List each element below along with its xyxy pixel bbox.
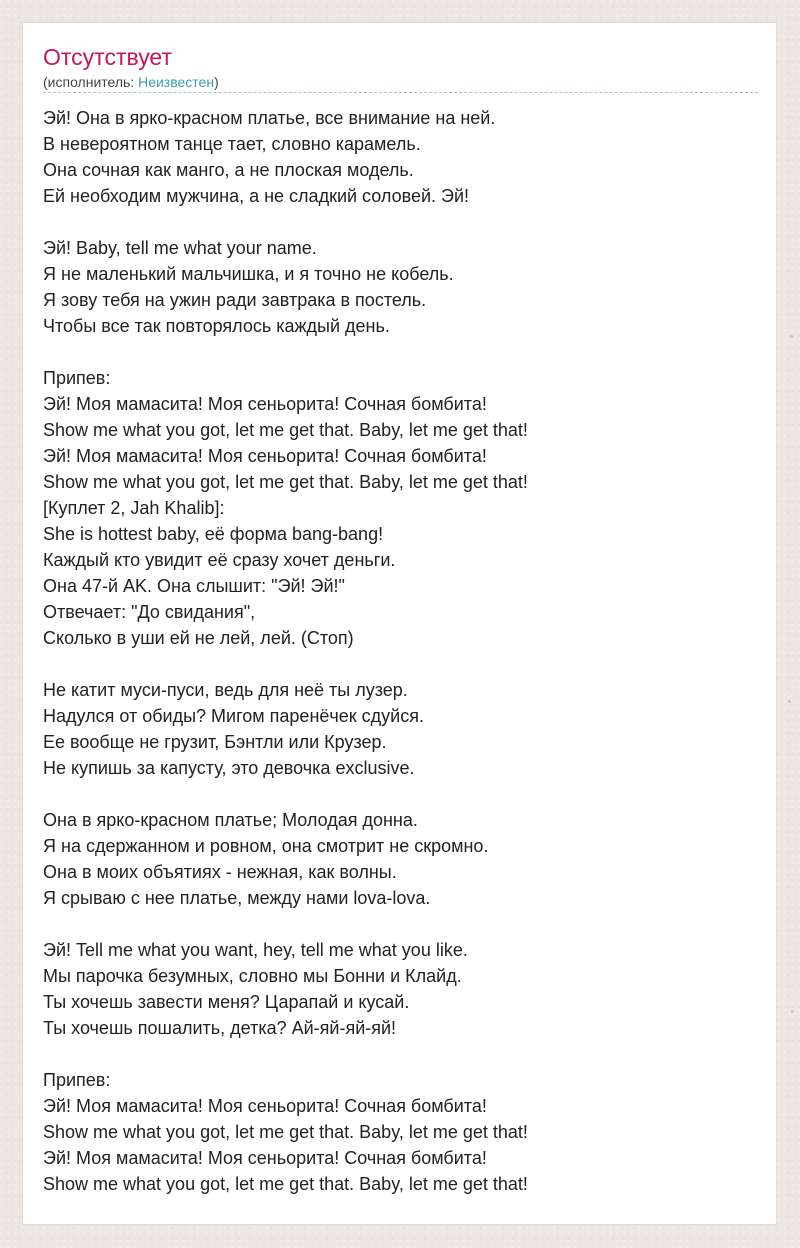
song-title: Отсутствует <box>43 44 172 70</box>
lyrics-line: Show me what you got, let me get that. Baby, let me get that! <box>43 420 528 440</box>
lyrics-line: Эй! Моя мамасита! Моя сеньорита! Сочная бомбита! <box>43 1096 487 1116</box>
artist-suffix: ) <box>214 74 219 90</box>
lyrics-line: Она сочная как манго, а не плоская модель. <box>43 160 414 180</box>
stanza-gap <box>43 339 758 365</box>
lyrics-card <box>22 22 777 1225</box>
lyrics-line: Ее вообще не грузит, Бэнтли или Крузер. <box>43 732 387 752</box>
chorus-label: Припев: <box>43 368 111 388</box>
lyrics-line: Надулся от обиды? Мигом паренёчек сдуйся. <box>43 706 424 726</box>
lyrics-line: Она в моих объятиях - нежная, как волны. <box>43 862 397 882</box>
artist-line <box>43 73 219 91</box>
lyrics-line: Мы парочка безумных, словно мы Бонни и Клайд. <box>43 966 462 986</box>
lyrics-line: Ты хочешь пошалить, детка? Ай-яй-яй-яй! <box>43 1018 397 1038</box>
lyrics-line: Show me what you got, let me get that. Baby, let me get that! <box>43 1174 528 1194</box>
title-divider <box>43 92 758 93</box>
lyrics-line: Отвечает: "До свидания", <box>43 602 256 622</box>
background-speck <box>788 700 791 703</box>
lyrics-line: Я не маленький мальчишка, и я точно не кобель. <box>43 264 454 284</box>
lyrics-line: She is hottest baby, её форма bang-bang! <box>43 524 384 544</box>
stanza-gap <box>43 911 758 937</box>
lyrics-line: Каждый кто увидит её сразу хочет деньги. <box>43 550 396 570</box>
lyrics-line: Чтобы все так повторялось каждый день. <box>43 316 390 336</box>
stanza-gap <box>43 651 758 677</box>
lyrics-line: Я на сдержанном и ровном, она смотрит не скромно. <box>43 836 489 856</box>
lyrics-text <box>43 105 758 1197</box>
lyrics-line: Эй! Моя мамасита! Моя сеньорита! Сочная бомбита! <box>43 1148 487 1168</box>
verse-label: [Куплет 2, Jah Khalib]: <box>43 498 225 518</box>
background-speck <box>790 335 793 338</box>
lyrics-line: Я зову тебя на ужин ради завтрака в постель. <box>43 290 427 310</box>
lyrics-line: В невероятном танце тает, словно карамель. <box>43 134 421 154</box>
stanza-gap <box>43 209 758 235</box>
lyrics-line: Эй! Она в ярко-красном платье, все внимание на ней. <box>43 108 496 128</box>
artist-prefix: (исполнитель: <box>43 74 139 90</box>
stanza-gap <box>43 1041 758 1067</box>
stanza-gap <box>43 781 758 807</box>
lyrics-line: Эй! Моя мамасита! Моя сеньорита! Сочная бомбита! <box>43 446 487 466</box>
lyrics-line: Show me what you got, let me get that. Baby, let me get that! <box>43 472 528 492</box>
lyrics-line: Не купишь за капусту, это девочка exclusive. <box>43 758 415 778</box>
lyrics-line: Show me what you got, let me get that. Baby, let me get that! <box>43 1122 528 1142</box>
artist-link[interactable]: Неизвестен <box>138 74 215 90</box>
lyrics-line: Она 47-й AK. Она слышит: "Эй! Эй!" <box>43 576 345 596</box>
lyrics-line: Я срываю с нее платье, между нами lova-lova. <box>43 888 431 908</box>
background-speck <box>791 1010 794 1013</box>
lyrics-line: Эй! Baby, tell me what your name. <box>43 238 317 258</box>
lyrics-line: Сколько в уши ей не лей, лей. (Стоп) <box>43 628 354 648</box>
lyrics-line: Она в ярко-красном платье; Молодая донна. <box>43 810 418 830</box>
lyrics-line: Ей необходим мужчина, а не сладкий соловей. Эй! <box>43 186 470 206</box>
lyrics-line: Не катит муси-пуси, ведь для неё ты лузер. <box>43 680 408 700</box>
lyrics-line: Эй! Моя мамасита! Моя сеньорита! Сочная бомбита! <box>43 394 487 414</box>
lyrics-line: Ты хочешь завести меня? Царапай и кусай. <box>43 992 410 1012</box>
lyrics-line: Эй! Tell me what you want, hey, tell me what you like. <box>43 940 468 960</box>
chorus-label: Припев: <box>43 1070 111 1090</box>
